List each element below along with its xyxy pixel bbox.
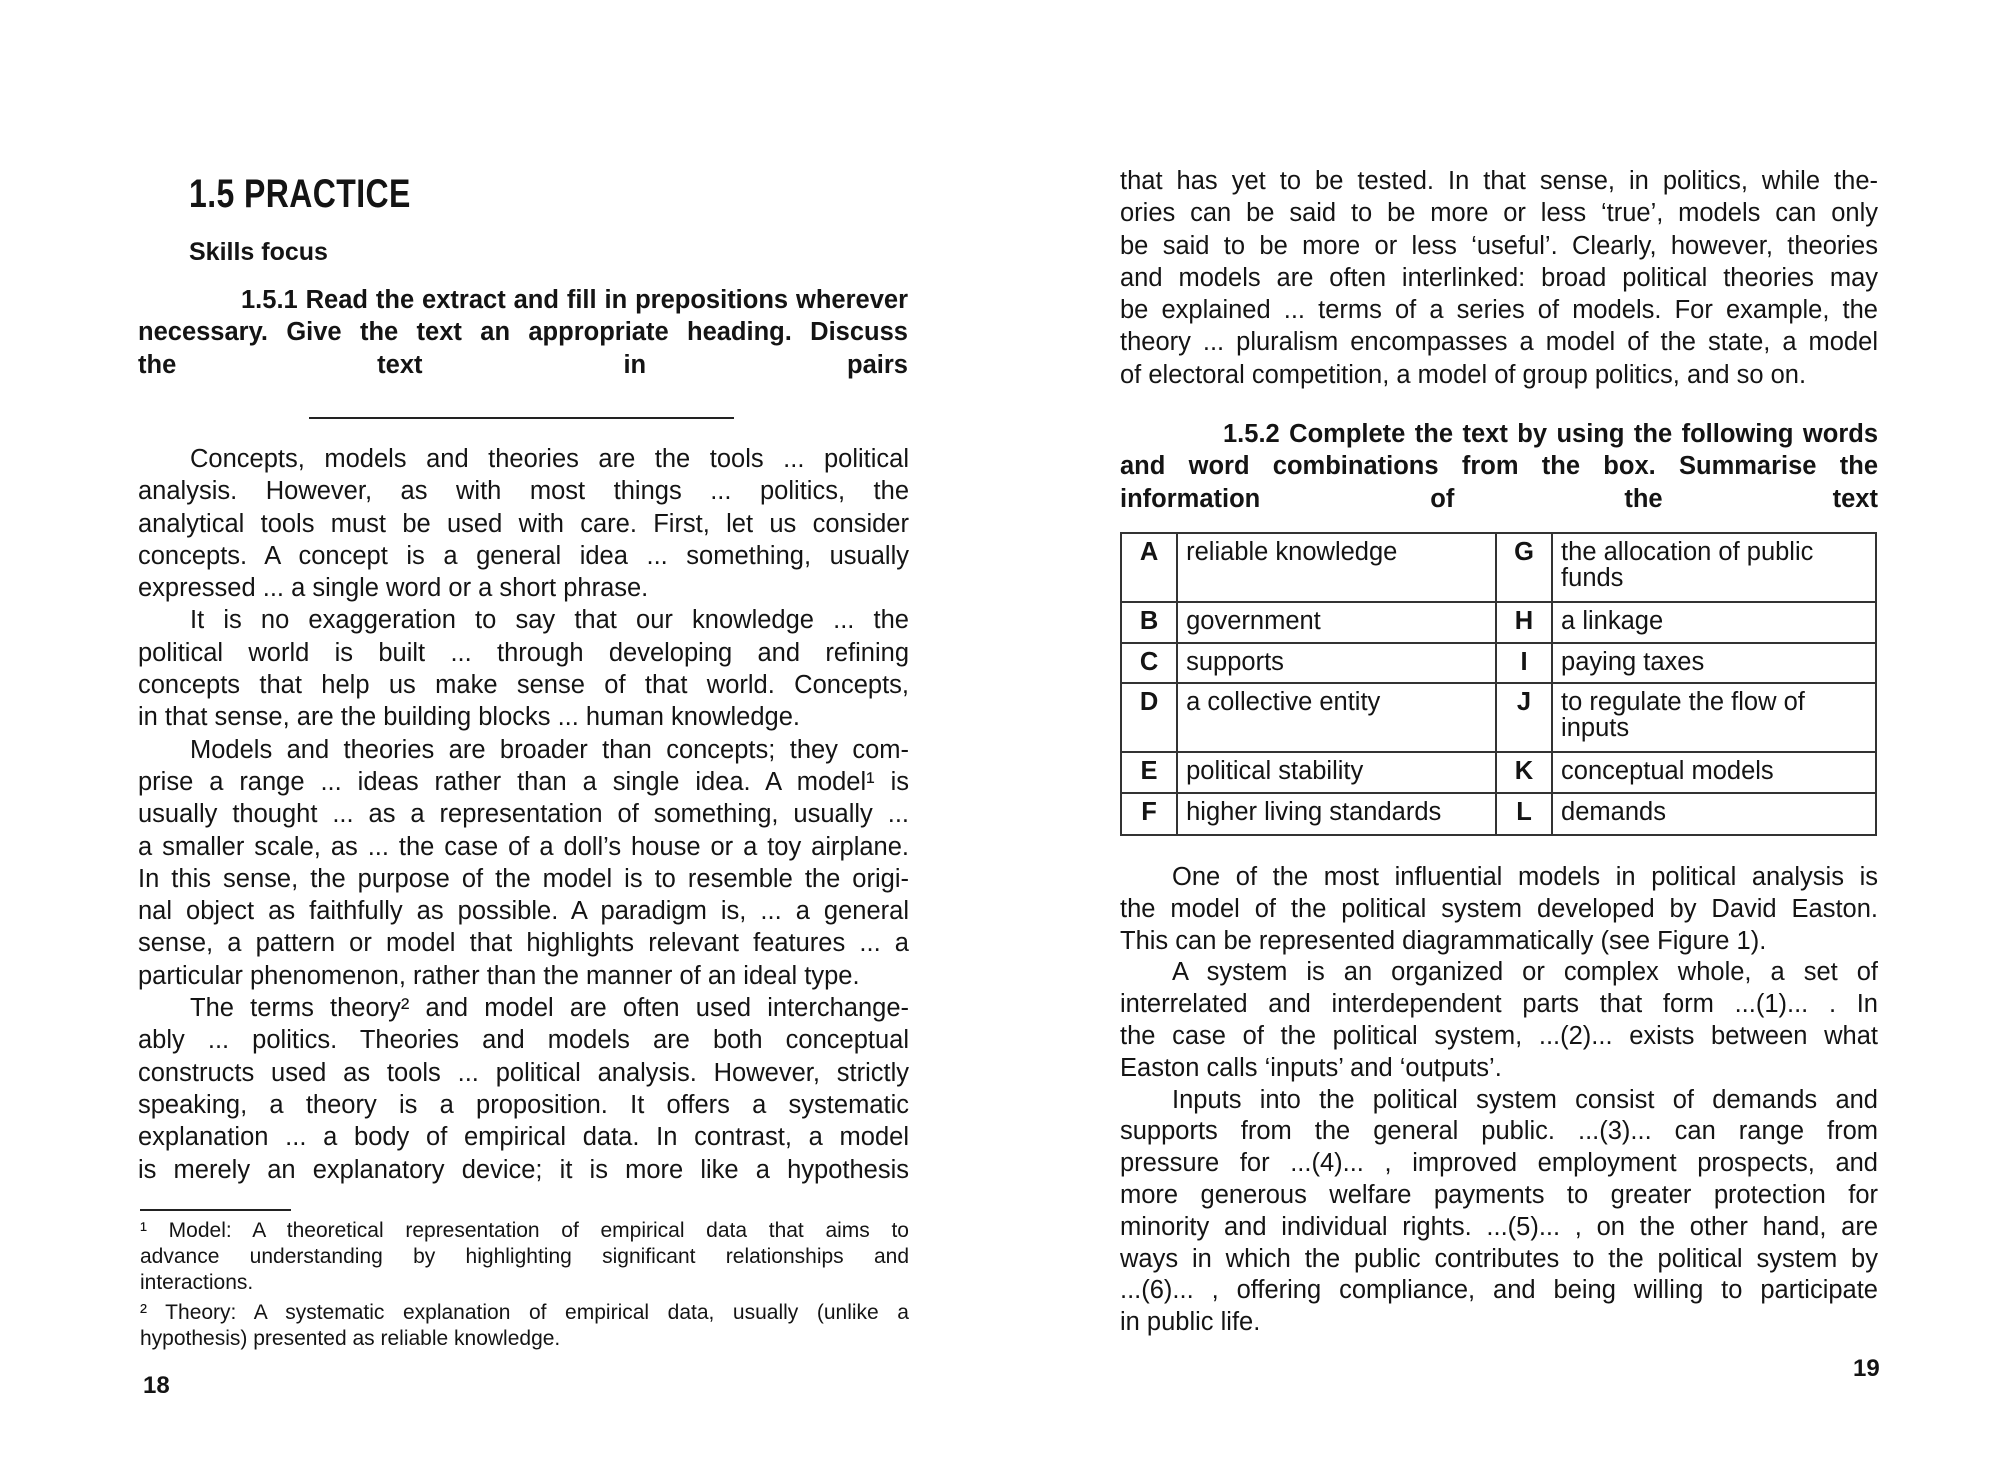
option-letter: J [1496,683,1552,752]
text-line: and models are often interlinked: broad political theories may [1120,263,1878,292]
option-text: demands [1552,793,1876,835]
text-line: ways in which the public contributes to the political system by [1120,1244,1878,1273]
option-letter: L [1496,793,1552,835]
text-line: Models and theories are broader than concepts; they com- [190,735,909,764]
task-line: and word combinations from the box. Summarise the [1120,452,1878,481]
text-line: The terms theory² and model are often used interchange- [190,994,909,1023]
text-line: advance understanding by highlighting significant relationships and [140,1244,909,1268]
word-box-row [1121,533,1876,602]
option-text: government [1177,602,1496,643]
word-box-row [1121,683,1876,752]
text-line: ories can be said to be more or less ‘true’, models can only [1120,199,1878,228]
text-line: usually thought ... as a representation of something, usually ... [138,800,909,829]
skills-focus-heading: Skills focus [189,238,328,266]
option-text: supports [1177,643,1496,683]
text-line: ² Theory: A systematic explanation of empirical data, usually (unlike a [140,1301,909,1325]
text-line: It is no exaggeration to say that our knowledge ... the [190,606,909,635]
task-2-instructions [1120,418,1878,515]
option-text: a linkage [1552,602,1876,643]
text-line: This can be represented diagrammatically (see Figure 1). [1120,926,1767,955]
text-line: the case of the political system, ...(2)... exists between what [1120,1021,1878,1050]
option-text: reliable knowledge [1177,533,1496,602]
text-line: ¹ Model: A theoretical representation of empirical data that aims to [140,1219,909,1242]
option-text: higher living standards [1177,793,1496,835]
option-text: the allocation of public funds [1552,533,1876,602]
text-line: pressure for ...(4)... , improved employment prospects, and [1120,1149,1878,1178]
text-line: concepts that help us make sense of that world. Concepts, [138,671,909,700]
text-line: ...(6)... , offering compliance, and being willing to participate [1120,1276,1878,1305]
text-line: analysis. However, as with most things ... politics, the [138,477,909,506]
text-line: be explained ... terms of a series of models. For example, the [1120,296,1878,325]
page-number-left: 18 [143,1372,170,1399]
text-line: theory ... pluralism encompasses a model of the state, a model [1120,328,1878,357]
section-title: 1.5 PRACTICE [189,172,411,216]
option-text: a collective entity [1177,683,1496,752]
extract-text [138,443,909,1186]
option-letter: K [1496,752,1552,793]
text-line: interactions. [140,1270,254,1294]
option-text: political stability [1177,752,1496,793]
text-line: concepts. A concept is a general idea ... something, usually [138,541,909,570]
text-line: more generous welfare payments to greater protection for [1120,1180,1878,1209]
text-line: a smaller scale, as ... the case of a doll’s house or a toy airplane. [138,832,909,861]
option-letter: I [1496,643,1552,683]
text-line: Easton calls ‘inputs’ and ‘outputs’. [1120,1053,1502,1082]
option-text: paying taxes [1552,643,1876,683]
text-line: political world is built ... through developing and refining [138,638,909,667]
task-line: information of the text [1120,484,1878,513]
text-line: that has yet to be tested. In that sense, in politics, while the- [1120,167,1878,195]
text-line: One of the most influential models in political analysis is [1172,863,1878,891]
text-line: Inputs into the political system consist of demands and [1172,1085,1878,1114]
option-letter: F [1121,793,1177,835]
text-line: in public life. [1120,1308,1261,1337]
word-box-row [1121,643,1876,683]
word-box-table [1120,532,1877,836]
text-line: analytical tools must be used with care. First, let us consider [138,509,909,538]
option-letter: E [1121,752,1177,793]
easton-text [1120,862,1878,1339]
text-line: be said to be more or less ‘useful’. Clearly, however, theories [1120,231,1878,260]
text-line: ably ... politics. Theories and models are both conceptual [138,1026,909,1055]
text-line: Concepts, models and theories are the tools ... political [190,445,909,473]
text-line: minority and individual rights. ...(5)... , on the other hand, are [1120,1212,1878,1241]
text-line: the model of the political system developed by David Easton. [1120,894,1878,923]
option-letter: B [1121,602,1177,643]
text-line: of electoral competition, a model of group politics, and so on. [1120,360,1807,389]
option-letter: H [1496,602,1552,643]
text-line: speaking, a theory is a proposition. It offers a systematic [138,1090,909,1119]
text-line: sense, a pattern or model that highlights relevant features ... a [138,929,909,958]
text-line: nal object as faithfully as possible. A paradigm is, ... a general [138,897,909,926]
task-line: the text in pairs [138,350,908,379]
text-line: particular phenomenon, rather than the manner of an ideal type. [138,961,860,990]
heading-blank-line [309,417,734,419]
text-line: explanation ... a body of empirical data. In contrast, a model [138,1123,909,1152]
option-text: conceptual models [1552,752,1876,793]
text-line: is merely an explanatory device; it is more like a hypothesis [138,1155,909,1184]
option-letter: G [1496,533,1552,602]
extract-continuation [1120,165,1878,391]
text-line: In this sense, the purpose of the model is to resemble the origi- [138,864,909,893]
text-line: interrelated and interdependent parts that form ...(1)... . In [1120,990,1878,1019]
task-1-instructions [138,284,908,381]
option-letter: C [1121,643,1177,683]
page-number-right: 19 [1853,1355,1880,1382]
text-line: expressed ... a single word or a short phrase. [138,574,649,603]
option-letter: D [1121,683,1177,752]
task-line: necessary. Give the text an appropriate heading. Discuss [138,318,908,347]
footnotes [140,1218,909,1352]
word-box-row [1121,602,1876,643]
option-letter: A [1121,533,1177,602]
text-line: in that sense, are the building blocks ... human knowledge. [138,703,800,732]
text-line: A system is an organized or complex whole, a set of [1172,958,1878,987]
option-text: to regulate the flow of inputs [1552,683,1876,752]
footnote-divider [140,1209,291,1211]
text-line: hypothesis) presented as reliable knowledge. [140,1327,561,1351]
text-line: constructs used as tools ... political analysis. However, strictly [138,1058,909,1087]
task-line: 1.5.2 Complete the text by using the following words [1223,420,1878,448]
text-line: prise a range ... ideas rather than a single idea. A model¹ is [138,767,909,796]
text-line: supports from the general public. ...(3)... can range from [1120,1117,1878,1146]
word-box-row [1121,752,1876,793]
task-line: 1.5.1 Read the extract and fill in prepositions wherever [241,286,908,314]
word-box-row [1121,793,1876,835]
